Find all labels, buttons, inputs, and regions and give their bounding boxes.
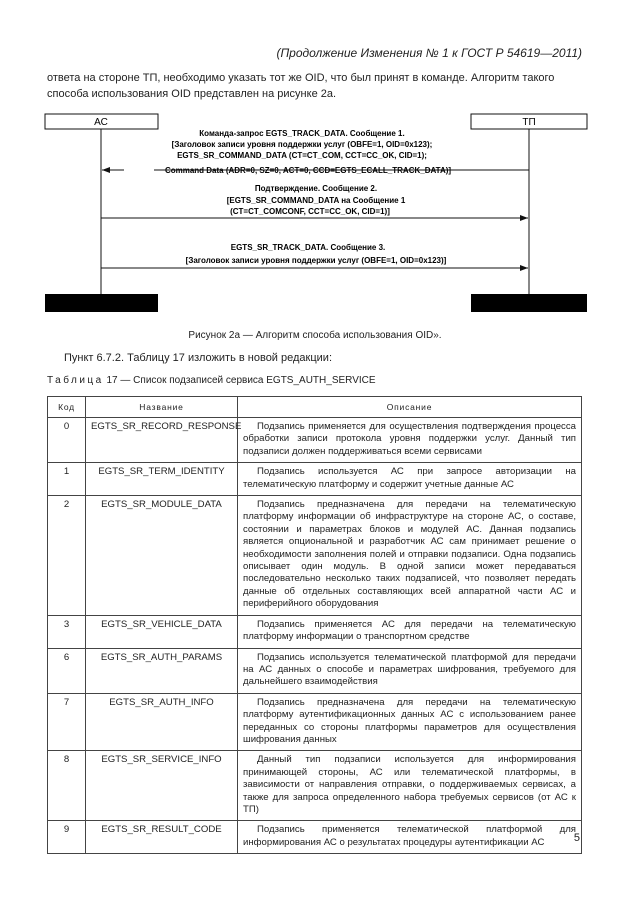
message-1-line-2: [Заголовок записи уровня поддержки услуг (OBFE=1, OID=0x123);: [171, 140, 433, 149]
message-2-line-1: Подтверждение. Сообщение 2.: [254, 184, 378, 193]
table-row: [48, 463, 582, 496]
figure-caption: Рисунок 2а — Алгоритм способа использования OID».: [188, 330, 442, 341]
end-bar-ac: [45, 294, 158, 312]
message-2-line-2: [EGTS_SR_COMMAND_DATA на Сообщение 1: [226, 196, 406, 205]
cell-description: Подзапись предназначена для передачи на телематическую платформу аутентификационных данных АС с использованием ранее переданных со стороны платформы параметров для осуществления шифрования данных: [238, 693, 582, 751]
cell-name: EGTS_SR_VEHICLE_DATA: [86, 615, 238, 648]
cell-name: EGTS_SR_AUTH_PARAMS: [86, 648, 238, 693]
table-title: [47, 375, 376, 386]
table-row: [48, 821, 582, 854]
table-header-row: [48, 397, 582, 418]
cell-name: EGTS_SR_SERVICE_INFO: [86, 751, 238, 821]
cell-name: EGTS_SR_RESULT_CODE: [86, 821, 238, 854]
cell-code: 9: [48, 821, 86, 854]
cell-description: Подзапись используется АС при запросе авторизации на телематическую платформу и содержит учетные данные АС: [238, 463, 582, 496]
sequence-diagram-svg: [44, 112, 590, 318]
message-2: [101, 184, 528, 218]
message-3: [101, 243, 528, 268]
message-1-line-1: Команда-запрос EGTS_TRACK_DATA. Сообщение 1.: [199, 129, 405, 138]
header-name: Название: [86, 397, 238, 418]
message-3-line-1: EGTS_SR_TRACK_DATA. Сообщение 3.: [230, 243, 386, 252]
sequence-diagram: [44, 112, 590, 318]
cell-code: 0: [48, 418, 86, 463]
cell-code: 8: [48, 751, 86, 821]
cell-name: EGTS_SR_RECORD_RESPONSE: [86, 418, 238, 463]
header-code: Код: [48, 397, 86, 418]
actor-label-tp: ТП: [522, 117, 536, 128]
message-2-line-3: (CT=CT_COMCONF, CCT=CC_OK, CID=1)]: [230, 207, 390, 216]
actor-label-ac: АС: [94, 117, 108, 128]
cell-description: Подзапись применяется АС для передачи на телематическую платформу информации о транспортном средстве: [238, 615, 582, 648]
message-1-line-3: EGTS_SR_COMMAND_DATA (CT=CT_COM, CCT=CC_OK, CID=1);: [177, 151, 427, 160]
cell-code: 3: [48, 615, 86, 648]
cell-name: EGTS_SR_TERM_IDENTITY: [86, 463, 238, 496]
table-title-word: Таблица: [47, 375, 104, 386]
message-1: [102, 129, 529, 175]
table-row: [48, 418, 582, 463]
table-row: [48, 693, 582, 751]
cell-description: Подзапись применяется для осуществления подтверждения процесса обработки записи протокола уровня поддержки услуг. Данный тип подзаписи должен поддерживаться всеми сервисами: [238, 418, 582, 463]
cell-code: 2: [48, 496, 86, 616]
cell-name: EGTS_SR_MODULE_DATA: [86, 496, 238, 616]
table-title-rest: 17 — Список подзаписей сервиса EGTS_AUTH_SERVICE: [103, 375, 376, 386]
cell-description: Подзапись используется телематической платформой для передачи на АС данных о способе и параметрах шифрования, требуемого для дальнейшего взаимодействия: [238, 648, 582, 693]
cell-description: Подзапись применяется телематической платформой для информирования АС о результатах процедуры аутентификации АС: [238, 821, 582, 854]
clause-text: Пункт 6.7.2. Таблицу 17 изложить в новой редакции:: [64, 352, 332, 364]
page-number: 5: [573, 832, 580, 844]
table-row: [48, 751, 582, 821]
table-17: [47, 396, 582, 854]
table-row: [48, 615, 582, 648]
intro-paragraph: ответа на стороне ТП, необходимо указать тот же OID, что был принят в команде. Алгоритм такого способа использования OID представлен на рисунке 2а.: [47, 72, 555, 100]
cell-description: Данный тип подзаписи используется для информирования принимающей стороны, АС или телематической платформы, в зависимости от направления отправки, о поддерживаемых сервисах, а также для запроса определенного набора требуемых сервисов (от АС к ТП): [238, 751, 582, 821]
table-row: [48, 496, 582, 616]
end-bar-tp: [471, 294, 587, 312]
cell-name: EGTS_SR_AUTH_INFO: [86, 693, 238, 751]
cell-code: 7: [48, 693, 86, 751]
cell-code: 6: [48, 648, 86, 693]
message-3-line-2: [Заголовок записи уровня поддержки услуг (OBFE=1, OID=0x123)]: [185, 256, 447, 265]
table-row: [48, 648, 582, 693]
cell-description: Подзапись предназначена для передачи на телематическую платформу информации об инфраструктуре на стороне АС, о составе, состоянии и параметрах блоков и модулей АС. Данная подзапись является опциональной и разработчик АС сам принимает решение о необходимости заполнения полей и отправки подзаписи. Одна подзапись описывает один модуль. В одной записи может передаваться последовательно несколько таких подзаписей, что позволяет передать данные об отдельных составляющих всей аппаратной части АС и периферийного оборудования: [238, 496, 582, 616]
cell-code: 1: [48, 463, 86, 496]
message-1-line-4: Command Data (ADR=0, SZ=0, ACT=0, CCD=EGTS_ECALL_TRACK_DATA)]: [164, 166, 452, 175]
header-description: Описание: [238, 397, 582, 418]
page-header: (Продолжение Изменения № 1 к ГОСТ Р 54619—2011): [276, 46, 582, 60]
